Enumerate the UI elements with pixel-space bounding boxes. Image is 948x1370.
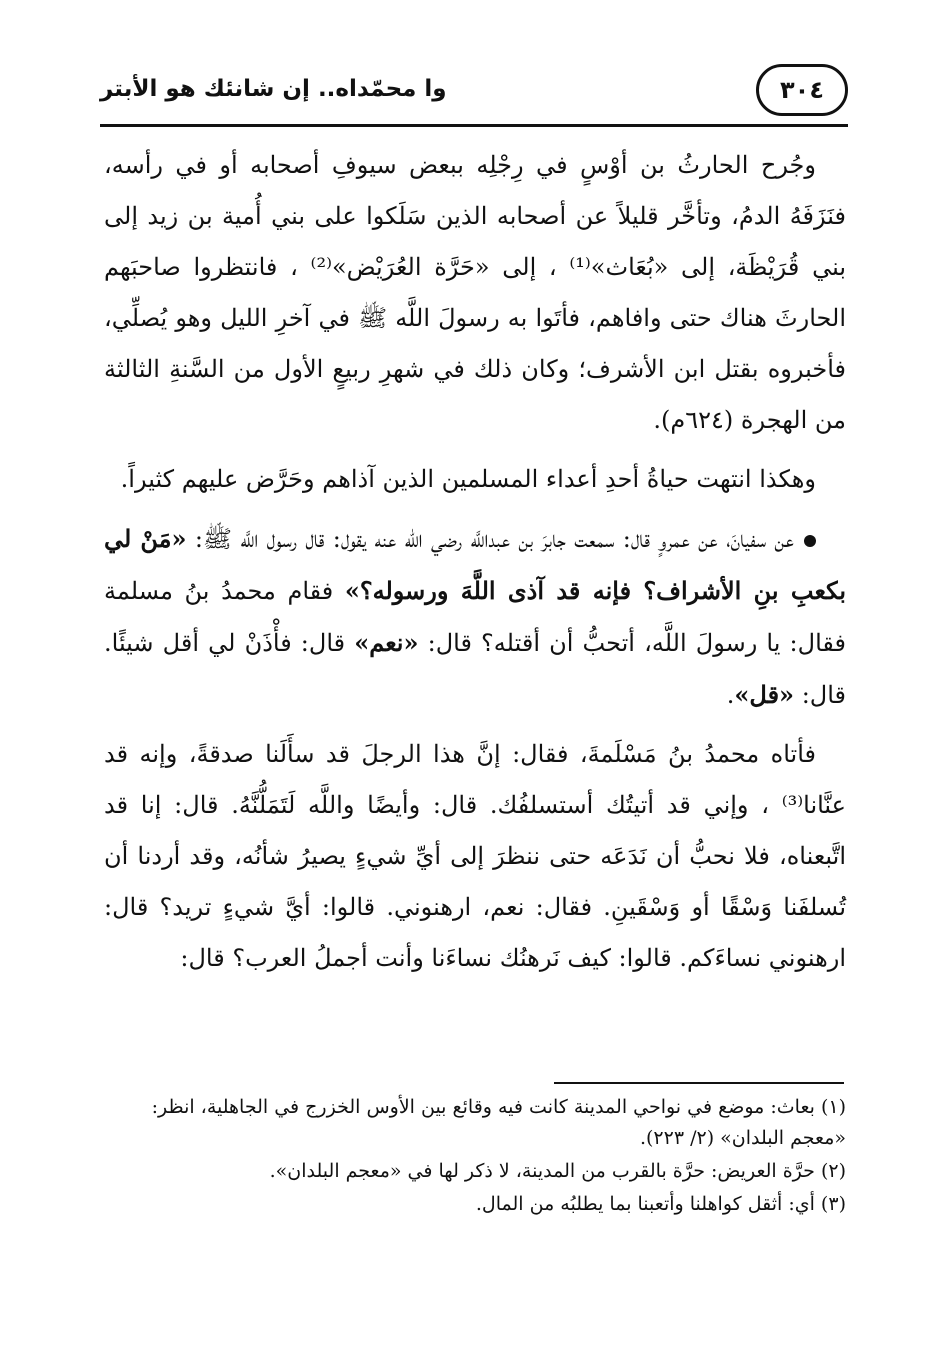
paragraph-last: فأتاه محمدُ بنُ مَسْلَمةَ، فقال: إنَّ هذا الرجلَ قد سأَلَنا صدقةً، وإنه قد عنَّانا⁽³⁾ ، وإني قد أتيتُك أستسلفُك. قال: وأيضًا واللَّه لَتَمَلُّنَّهُ. قال: إنا قد اتَّبعناه، فلا نحبُّ أن نَدَعَه حتى ننظرَ إلى أيِّ شيءٍ يصيرُ شأنُه، وقد أردنا أن تُسلفَنا وَسْقًا أو وَسْقَينِ. فقال: نعم، ارهنوني. قالوا: أيَّ شيءٍ تريد؟ قال: ارهنوني نساءَكم. قالوا: كيف نَرهنُك نساءَنا وأنت أجملُ العرب؟ قال:: [104, 740, 846, 972]
paragraph-2: وهكذا انتهت حياةُ أحدِ أعداء المسلمين الذين آذاهم وحَرَّض عليهم كثيراً.: [120, 465, 816, 493]
footnote-2: (٢) حرَّة العريض: حرَّة بالقرب من المدينة، لا ذكر لها في «معجم البلدان».: [269, 1160, 846, 1182]
bullet-icon: [804, 535, 816, 547]
paragraph-1: وجُرح الحارثُ بن أوْسٍ في رِجْلِه ببعض سيوفِ أصحابه أو في رأسه، فنَزَفَهُ الدمُ، وتأخَّر قليلاً عن أصحابه الذين سَلَكوا على بني أُمية بن زيد إلى بني قُرَيْظَة، إلى «بُعَاث»⁽¹⁾ ، إلى «حَرَّة العُرَيْض»⁽²⁾ ، فانتظروا صاحبَهم الحارثَ هناك حتى وافاهم، فأتَوا به رسولَ اللَّه ﷺ في آخرِ الليل وهو يُصلِّي، فأخبروه بقتل ابن الأشرف؛ وكان ذلك في شهرِ ربيعٍ الأول من السَّنةِ الثالثة من الهجرة (٦٢٤م).: [104, 151, 847, 434]
running-title: وا محمّداه.. إن شانئك هو الأبتر: [100, 76, 447, 102]
footnote-divider: [554, 1082, 844, 1084]
page-number-badge: ٣٠٤: [756, 64, 848, 116]
hadith-quote-3: «قل»: [734, 680, 795, 709]
footnotes: [104, 1092, 846, 1222]
header-divider: [100, 124, 848, 127]
hadith-end: .: [726, 681, 735, 709]
hadith-quote-2: «نعم»: [354, 628, 419, 657]
hadith-mid-2: قال: فأْذَنْ لي أقل شيئًا. قال:: [104, 629, 846, 709]
footnote-1: (١) بعاث: موضع في نواحي المدينة كانت فيه وقائع بين الأوس الخزرج في الجاهلية، انظر: «معجم البلدان» (٢/ ٢٢٣).: [151, 1096, 846, 1149]
main-text: [104, 140, 846, 992]
hadith-paragraph: [104, 513, 846, 721]
hadith-quote-1: «مَنْ لي بكعبِ بنِ الأشراف؟ فإنه قد آذى اللَّهَ ورسوله؟»: [104, 524, 847, 605]
hadith-mid-1: فقام محمدُ بنُ مسلمة فقال: يا رسولَ اللَّه، أتحبُّ أن أقتله؟ قال:: [104, 577, 847, 657]
hadith-intro: عن سفيانَ، عن عمروٍ قال: سمعت جابرَ بن عبداللَّه رضي الله عنه يقول: قال رسول اللَّه ﷺ:: [186, 525, 794, 553]
footnote-3: (٣) أي: أثقل كواهلنا وأتعبنا بما يطلبُه من المال.: [475, 1193, 846, 1215]
page-header: [100, 64, 848, 120]
